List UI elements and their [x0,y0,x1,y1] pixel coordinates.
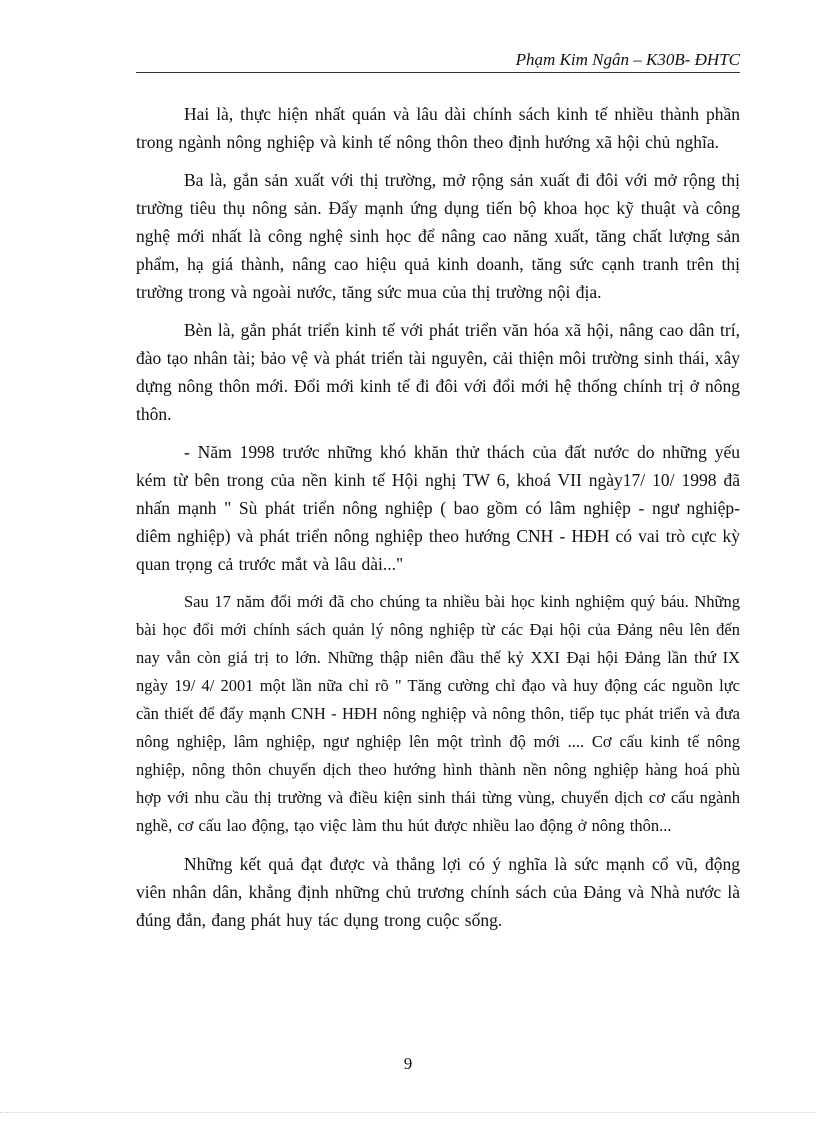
paragraph-3: Bèn là, gắn phát triển kinh tế với phát triển văn hóa xã hội, nâng cao dân trí, đào tạo nhân tài; bảo vệ và phát triển tài nguyên, cải thiện môi trường sinh thái, xây dựng nông thôn mới. Đổi mới kinh tế đi đôi với đổi mới hệ thống chính trị ở nông thôn. [136,320,740,424]
paragraph-2: Ba là, gắn sản xuất với thị trường, mở rộng sản xuất đi đôi với mở rộng thị trường tiêu thụ nông sản. Đẩy mạnh ứng dụng tiến bộ khoa học kỹ thuật và công nghệ mới nhất là công nghệ sinh học để nâng cao năng xuất, tăng chất lượng sản phẩm, hạ giá thành, nâng cao hiệu quả kinh doanh, tăng sức cạnh tranh trên thị trường trong và ngoài nước, tăng sức mua của thị trường nội địa. [136,170,740,302]
page-header: Phạm Kim Ngân – K30B- ĐHTC [515,50,740,69]
paragraph-4: - Năm 1998 trước những khó khăn thử thách của đất nước do những yếu kém từ bên trong của nền kinh tế Hội nghị TW 6, khoá VII ngày17/ 10/ 1998 đã nhấn mạnh " Sù phát triển nông nghiệp ( bao gồm có lâm nghiệp - ngư nghiệp- diêm nghiệp) và phát triển nông nghiệp theo hướng CNH - HĐH có vai trò cực kỳ quan trọng cả trước mắt và lâu dài..." [136,442,740,574]
body-text [136,100,740,944]
footer-dotted-line [0,1112,816,1113]
paragraph-5: Sau 17 năm đổi mới đã cho chúng ta nhiều bài học kinh nghiệm quý báu. Những bài học đổi mới chính sách quản lý nông nghiệp từ các Đại hội của Đảng nêu lên đến nay vẫn còn giá trị to lớn. Những thập niên đầu thế kỷ XXI Đại hội Đảng lần thứ IX ngày 19/ 4/ 2001 một lần nữa chỉ rõ " Tăng cường chỉ đạo và huy động các nguồn lực cần thiết để đẩy mạnh CNH - HĐH nông nghiệp và nông thôn, tiếp tục phát triển và đưa nông nghiệp, lâm nghiệp, ngư nghiệp lên một trình độ mới .... Cơ cấu kinh tế nông nghiệp, nông thôn chuyển dịch theo hướng hình thành nền nông nghiệp hàng hoá phù hợp với nhu cầu thị trường và điều kiện sinh thái từng vùng, chuyển dịch cơ cấu ngành nghề, cơ cấu lao động, tạo việc làm thu hút được nhiều lao động ở nông thôn... [136,592,740,835]
header-rule [136,72,740,73]
paragraph-1: Hai là, thực hiện nhất quán và lâu dài chính sách kinh tế nhiều thành phần trong ngành nông nghiệp và kinh tế nông thôn theo định hướng xã hội chủ nghĩa. [136,104,740,152]
page-number: 9 [403,1054,413,1073]
paragraph-6: Những kết quả đạt được và thắng lợi có ý nghĩa là sức mạnh cổ vũ, động viên nhân dân, khẳng định những chủ trương chính sách của Đảng và Nhà nước là đúng đắn, đang phát huy tác dụng trong cuộc sống. [136,854,740,930]
